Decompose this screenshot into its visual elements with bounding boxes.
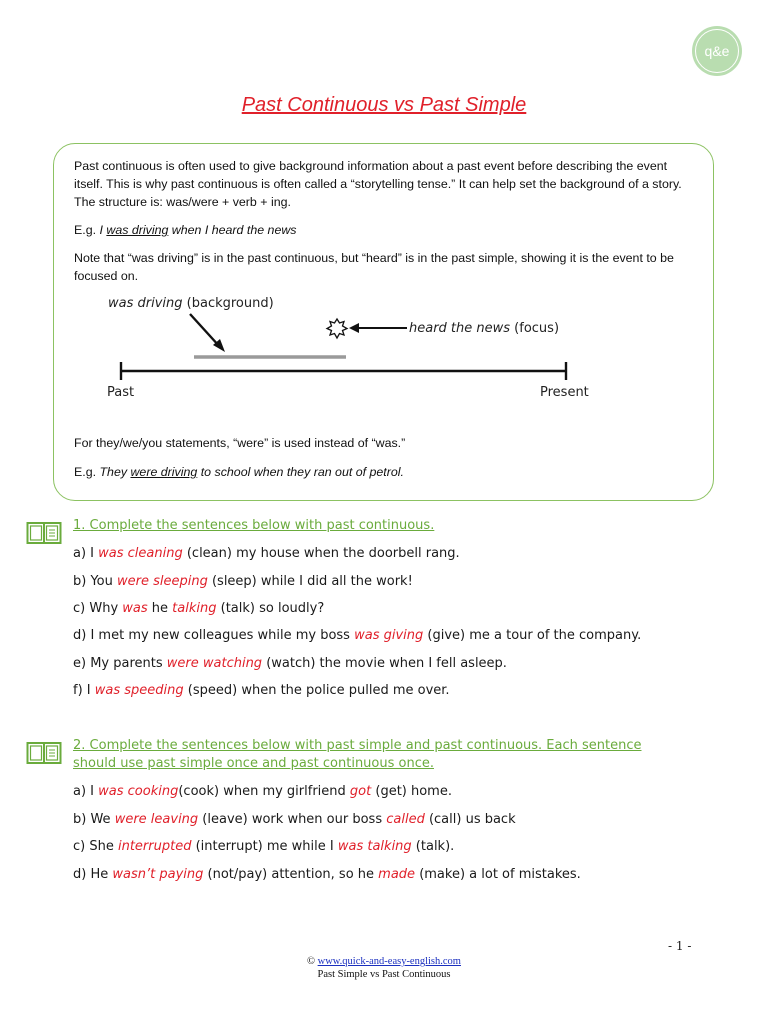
focus-verb: heard the news: [409, 321, 511, 336]
answer: were sleeping: [117, 574, 208, 589]
exercise-2-item: [73, 811, 516, 829]
item-text: (watch) the movie when I fell asleep.: [262, 656, 507, 671]
exercise-1-item: [73, 600, 324, 618]
page-title: Past Continuous vs Past Simple: [241, 94, 527, 116]
note-paragraph: Note that “was driving” is in the past continuous, but “heard” is in the past simple, showing it is the event to be focused on.: [74, 251, 674, 283]
exercise-1-item: [73, 655, 507, 673]
item-label: a) I: [73, 546, 99, 561]
present-label: Present: [540, 385, 589, 400]
footer-link-line: [0, 955, 768, 968]
example-1-rest: when I heard the news: [168, 223, 297, 237]
exercise-2-item: [73, 783, 452, 801]
item-text: (get) home.: [371, 784, 452, 799]
example-2-highlight: were driving: [130, 465, 198, 479]
example-2: [74, 463, 699, 481]
item-label: f) I: [73, 683, 95, 698]
answer: talking: [172, 601, 217, 616]
background-caption: [108, 296, 274, 311]
footer: [0, 955, 768, 981]
explanation-box: [53, 143, 714, 501]
answer: were watching: [166, 656, 263, 671]
item-text: (give) me a tour of the company.: [423, 628, 642, 643]
item-text: (talk).: [411, 839, 455, 854]
exercise-1-item: [73, 545, 460, 563]
answer: was cooking: [98, 784, 179, 799]
exercise-2-heading-continued: should use past simple once and past continuous once.: [73, 756, 434, 771]
website-link[interactable]: www.quick-and-easy-english.com: [317, 956, 461, 967]
past-label: Past: [107, 385, 135, 400]
focus-caption: [409, 321, 559, 336]
item-label: d) I met my new colleagues while my boss: [73, 628, 355, 643]
background-arrow: [190, 314, 220, 347]
item-text: he: [147, 601, 173, 616]
item-text: (call) us back: [424, 812, 516, 827]
item-text: (not/pay) attention, so he: [203, 867, 379, 882]
answer: was: [122, 601, 148, 616]
copyright-symbol: ©: [307, 956, 318, 967]
background-label: (background): [182, 296, 274, 311]
item-text: (make) a lot of mistakes.: [415, 867, 581, 882]
footer-subtitle: Past Simple vs Past Continuous: [317, 969, 451, 980]
item-text: (talk) so loudly?: [216, 601, 325, 616]
item-label: b) We: [73, 812, 115, 827]
exercise-1-item: [73, 573, 413, 591]
answer: interrupted: [117, 839, 192, 854]
answer: made: [378, 867, 416, 882]
answer: was cleaning: [98, 546, 183, 561]
example-1: [74, 221, 699, 239]
item-text: (speed) when the police pulled me over.: [183, 683, 450, 698]
focus-label: (focus): [510, 321, 560, 336]
answer: was speeding: [94, 683, 184, 698]
example-1-highlight: was driving: [106, 223, 169, 237]
starburst-icon: [327, 319, 347, 338]
answer: was talking: [337, 839, 412, 854]
logo-text: q&e: [695, 29, 739, 73]
item-text: (leave) work when our boss: [198, 812, 387, 827]
example-2-rest: to school when they ran out of petrol.: [197, 465, 404, 479]
timeline-diagram: [94, 292, 614, 410]
item-text: (clean) my house when the doorbell rang.: [182, 546, 460, 561]
book-icon: [26, 741, 62, 765]
item-label: a) I: [73, 784, 99, 799]
example-2-prefix: E.g.: [74, 465, 100, 479]
item-label: e) My parents: [73, 656, 167, 671]
answer: wasn’t paying: [112, 867, 204, 882]
answer: got: [349, 784, 372, 799]
background-verb: was driving: [108, 296, 183, 311]
item-label: d) He: [73, 867, 113, 882]
example-1-prefix: E.g.: [74, 223, 100, 237]
answer: was giving: [354, 628, 424, 643]
answer: called: [386, 812, 425, 827]
item-text: (cook) when my girlfriend: [178, 784, 350, 799]
page-number: - 1 -: [668, 939, 692, 953]
item-text: (interrupt) me while I: [191, 839, 338, 854]
item-label: c) She: [73, 839, 118, 854]
item-label: c) Why: [73, 601, 123, 616]
book-icon: [26, 521, 62, 545]
exercise-1-item: [73, 627, 641, 645]
exercise-1-heading: 1. Complete the sentences below with past continuous.: [73, 518, 435, 533]
example-1-subject: I: [99, 223, 107, 237]
plural-paragraph: For they/we/you statements, “were” is used instead of “was.”: [74, 436, 406, 450]
exercise-2-heading: 2. Complete the sentences below with past simple and past continuous. Each sentence: [73, 738, 642, 753]
item-text: (sleep) while I did all the work!: [207, 574, 413, 589]
exercise-1-item: [73, 682, 450, 700]
focus-arrowhead: [349, 323, 359, 333]
intro-paragraph: Past continuous is often used to give background information about a past event before describing the event itself. This is why past continuous is often called a “storytelling tense.” It can help set the background of a story. The structure is: was/were + verb + ing.: [74, 159, 682, 209]
example-2-subject: They: [99, 465, 131, 479]
answer: were leaving: [114, 812, 199, 827]
item-label: b) You: [73, 574, 117, 589]
exercise-2-item: [73, 866, 581, 884]
qe-logo: [692, 26, 742, 76]
exercise-2-item: [73, 838, 454, 856]
